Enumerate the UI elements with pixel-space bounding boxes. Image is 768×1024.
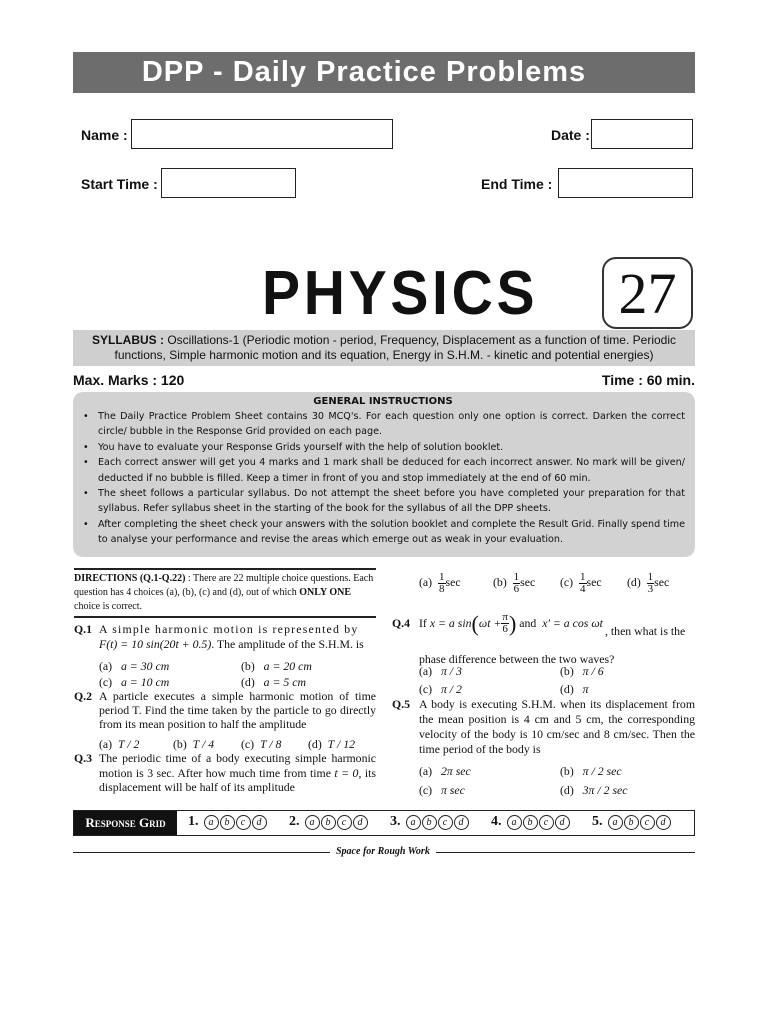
question-text: , its displacement will be half of its amplitude [99,765,377,794]
syllabus-text: Oscillations-1 (Periodic motion - period, Frequency, Displacement as a function of time. Periodic functions, Simple harmonic motion and its equation, Energy in S.H.M. - kinetic and potential energies) [114,333,676,362]
instructions-title: GENERAL INSTRUCTIONS [313,396,453,407]
name-field[interactable] [131,119,393,149]
q4-option-b[interactable]: (b) π / 6 [560,664,604,678]
q2-option-d[interactable]: (d) T / 12 [308,737,355,751]
question-text: If [419,616,427,630]
grid-question-1: 1. a b c d [188,814,268,830]
question-4-text: , then what is the phase difference between the two waves? [419,624,686,666]
question-4: Q.4 If x = a sin ( ωt + $\frac{\pi}{6}$ ) and x' = a cos ωt [392,610,603,636]
q2-option-b[interactable]: (b) T / 4 [173,737,215,751]
bubble-b[interactable]: b [422,815,437,830]
directions-label: DIRECTIONS (Q.1-Q.22) [74,573,186,584]
bubble-b[interactable]: b [220,815,235,830]
response-grid-title: Response Grid [74,811,177,835]
question-number: Q.5 [392,697,411,711]
bubble-b[interactable]: b [321,815,336,830]
q5-option-b[interactable]: (b) π / 2 sec [560,764,622,778]
question-3 [74,751,376,795]
question-formula: F(t) = 10 sin(20t + 0.5) [99,637,212,651]
general-instructions [73,392,695,557]
q3-option-c[interactable]: (c) $\frac{1}{4}$ sec [560,571,602,595]
bubble-a[interactable]: a [204,815,219,830]
bubble-b[interactable]: b [523,815,538,830]
response-grid [73,810,695,836]
syllabus-label: SYLLABUS : [91,333,164,347]
bubble-c[interactable]: c [539,815,554,830]
subject-title: PHYSICS [262,259,539,328]
directions-only-one: ONLY ONE [299,587,351,598]
bubble-b[interactable]: b [624,815,639,830]
q3-option-a[interactable]: (a) $\frac{1}{8}$ sec [419,571,461,595]
bubble-c[interactable]: c [236,815,251,830]
bubble-a[interactable]: a [406,815,421,830]
bubble-d[interactable]: d [555,815,570,830]
question-text: The periodic time of a body executing simple harmonic motion is 3 sec. After how much time from time [99,751,376,780]
rough-work-label: Space for Rough Work [330,846,436,857]
bubble-d[interactable]: d [353,815,368,830]
q1-option-d[interactable]: (d) a = 5 cm [241,675,306,689]
end-time-field[interactable] [558,168,693,198]
grid-question-4: 4. a b c d [491,814,571,830]
page-banner: DPP - Daily Practice Problems [73,52,695,93]
question-text: A simple harmonic motion is represented by [99,622,359,636]
grid-question-5: 5. a b c d [592,814,672,830]
bubble-d[interactable]: d [656,815,671,830]
q4-option-c[interactable]: (c) π / 2 [419,682,462,696]
instruction-item: • After completing the sheet check your answers with the solution booklet and complete the Result Grid. Finally spend time to analyse your performance and revise the areas which emerge out as weak in your evaluation. [98,517,685,548]
start-time-field[interactable] [161,168,296,198]
q1-option-b[interactable]: (b) a = 20 cm [241,659,312,673]
question-number: Q.3 [74,751,93,765]
q2-option-c[interactable]: (c) T / 8 [241,737,282,751]
question-number: Q.4 [392,616,411,630]
instruction-item: • Each correct answer will get you 4 marks and 1 mark shall be deduced for each incorrect answer. No mark will be given/ deducted if no bubble is filled. Keep a timer in front of you and stop immediately at the end of 60 min. [98,455,685,486]
question-5 [392,697,695,757]
bubble-a[interactable]: a [507,815,522,830]
grid-question-2: 2. a b c d [289,814,369,830]
directions-text: : There are 22 multiple choice questions. Each question has 4 choices (a), (b), (c) and (d), out of which [74,573,374,598]
dpp-number: 27 [602,257,693,329]
q4-option-a[interactable]: (a) π / 3 [419,664,462,678]
instruction-item: • The Daily Practice Problem Sheet contains 30 MCQ's. For each question only one option is correct. Darken the correct circle/ bubble in the Response Grid provided on each page. [98,409,685,440]
question-text: A particle executes a simple harmonic motion of time period T. Find the time taken by the particle to go directly from its mean position to half the amplitude [99,689,376,731]
date-field[interactable] [591,119,693,149]
q2-option-a[interactable]: (a) T / 2 [99,737,140,751]
time-limit: Time : 60 min. [601,372,695,388]
name-label: Name : [81,127,128,143]
end-time-label: End Time : [481,176,553,192]
grid-question-3: 3. a b c d [390,814,470,830]
question-text: and [519,616,537,630]
directions-text-end: choice is correct. [74,601,143,612]
bubble-c[interactable]: c [337,815,352,830]
syllabus-box [73,330,695,366]
max-marks: Max. Marks : 120 [73,372,185,388]
question-number: Q.1 [74,622,93,636]
question-formula: ωt + [478,616,502,630]
instruction-item: • You have to evaluate your Response Grids yourself with the help of solution booklet. [98,440,685,455]
bubble-d[interactable]: d [454,815,469,830]
bubble-a[interactable]: a [608,815,623,830]
date-label: Date : [551,127,590,143]
q1-option-c[interactable]: (c) a = 10 cm [99,675,170,689]
q5-option-a[interactable]: (a) 2π sec [419,764,471,778]
question-2 [74,689,376,731]
question-text: A body is executing S.H.M. when its displacement from the mean position is 4 cm and 5 cm, the corresponding velocity of the body is 10 cm/sec and 8 cm/sec. Then the time period of the body is [419,697,695,756]
q5-option-d[interactable]: (d) 3π / 2 sec [560,783,628,797]
q3-option-d[interactable]: (d) $\frac{1}{3}$ sec [627,571,670,595]
bubble-a[interactable]: a [305,815,320,830]
directions-box [74,568,376,618]
question-1 [74,622,376,652]
q1-option-a[interactable]: (a) a = 30 cm [99,659,170,673]
question-formula: x = a sin [429,616,472,630]
instruction-item: • The sheet follows a particular syllabus. Do not attempt the sheet before you have completed your preparation for that syllabus. Refer syllabus sheet in the starting of the book for the syllabus of all the DPP sheets. [98,486,685,517]
q5-option-c[interactable]: (c) π sec [419,783,465,797]
question-formula: t = 0 [334,765,359,780]
q4-option-d[interactable]: (d) π [560,682,589,696]
q3-option-b[interactable]: (b) $\frac{1}{6}$ sec [493,571,536,595]
question-text: . The amplitude of the S.H.M. is [211,637,364,651]
question-number: Q.2 [74,689,93,703]
bubble-c[interactable]: c [640,815,655,830]
bubble-c[interactable]: c [438,815,453,830]
question-formula: x' = a cos ωt [542,616,603,630]
start-time-label: Start Time : [81,176,158,192]
bubble-d[interactable]: d [252,815,267,830]
